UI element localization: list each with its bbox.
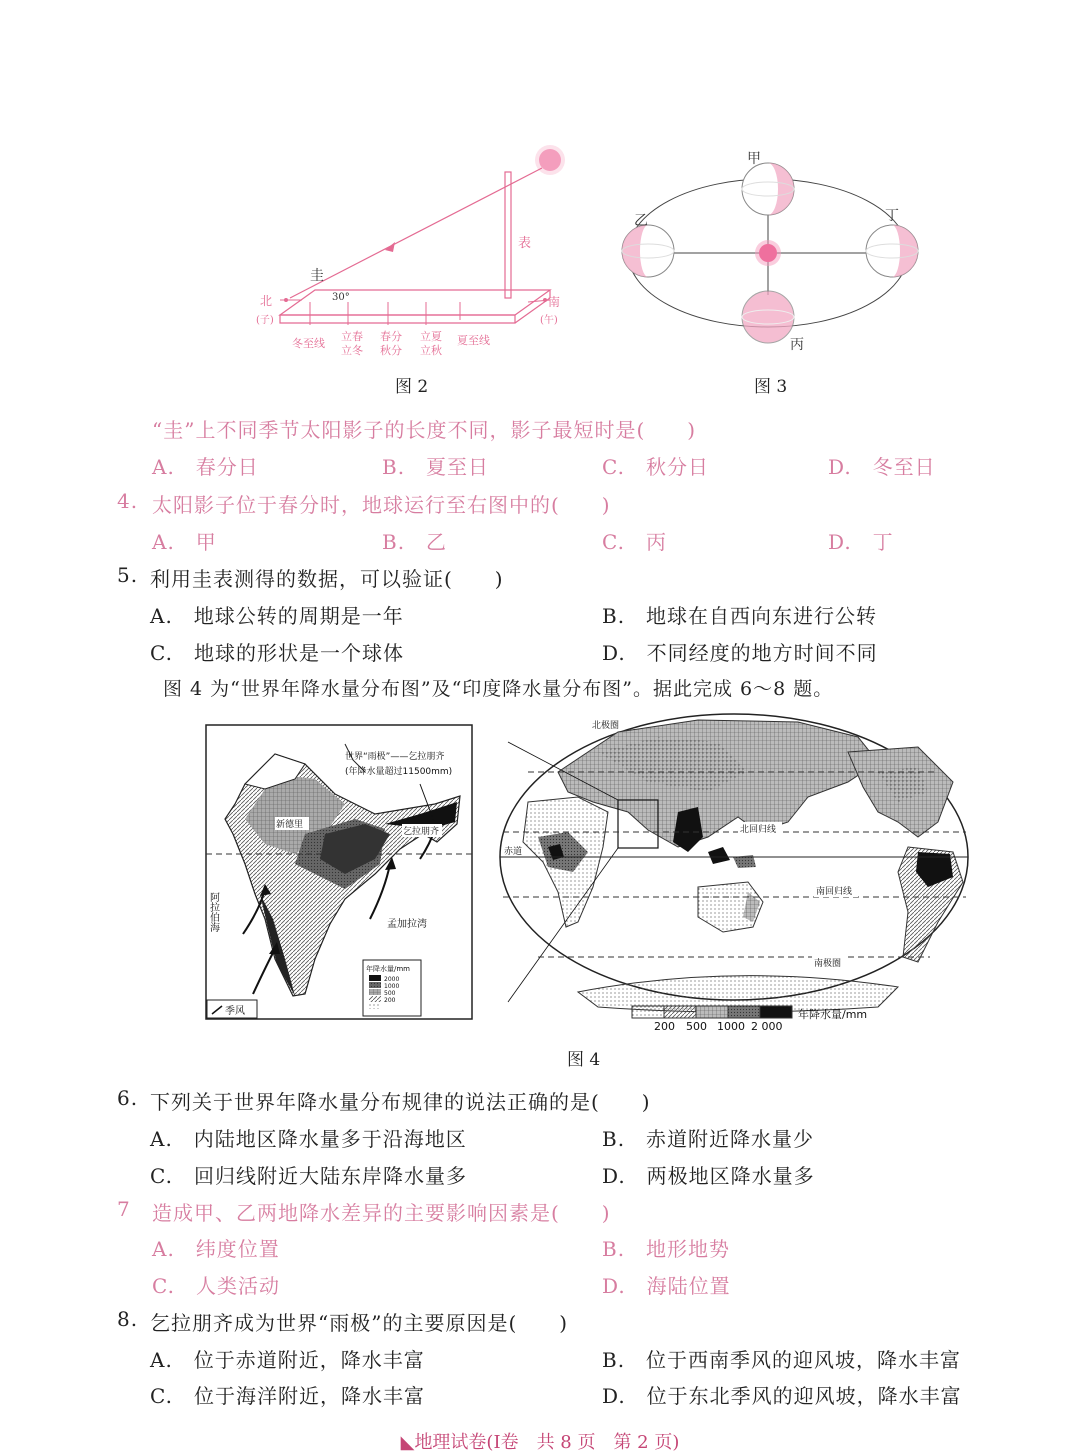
q8-number: 8.	[117, 1307, 139, 1331]
q5-option-c: C. 地球的形状是一个球体	[150, 641, 404, 665]
world-rainfall-legend	[628, 1002, 888, 1036]
q6-number: 6.	[117, 1086, 139, 1110]
world-rainfall-map	[498, 712, 974, 1028]
q7-option-b: B. 地形地势	[602, 1237, 731, 1261]
earth-ding-icon	[866, 225, 918, 277]
footer-logo-icon: ◣	[400, 1432, 415, 1453]
india-cherrapunji: 乞拉朋齐	[403, 827, 440, 837]
figure-2-gnomon	[250, 140, 580, 370]
world-arctic-circle: 北极圈	[592, 721, 620, 731]
q7-option-a: A. 纬度位置	[152, 1237, 280, 1261]
fig2-winter: 冬至线	[292, 337, 325, 350]
q3-option-c: C. 秋分日	[602, 455, 709, 479]
fig3-yi: 乙	[634, 213, 648, 229]
fig2-lichun: 立春	[341, 330, 363, 343]
fig2-angle: 30°	[332, 292, 350, 303]
q5-number: 5.	[117, 563, 139, 587]
india-rainfall-map	[205, 724, 473, 1020]
india-legend-500: 500	[384, 990, 396, 997]
q4-option-d: D. 丁	[828, 530, 894, 554]
q5-stem: 利用圭表测得的数据，可以验证( )	[150, 567, 504, 591]
world-antarctic-circle: 南极圈	[814, 959, 842, 969]
footer-text: 地理试卷(Ⅰ卷 共 8 页 第 2 页)	[414, 1432, 680, 1453]
india-legend-1000: 1000	[384, 983, 400, 990]
fig2-chunfen: 春分	[380, 330, 402, 343]
fig2-liqiu: 立秋	[420, 344, 442, 357]
fig2-gui: 圭	[310, 268, 324, 284]
q8-stem: 乞拉朋齐成为世界“雨极”的主要原因是( )	[150, 1311, 569, 1335]
q4-number: 4.	[117, 489, 139, 513]
q4-option-b: B. 乙	[382, 530, 448, 554]
fig2-biao: 表	[518, 236, 532, 251]
world-legend-1000: 1000	[717, 1020, 745, 1033]
q7-number: 7	[117, 1197, 131, 1221]
figure-2-caption: 图 2	[395, 377, 429, 397]
fig2-north-sub: (子)	[256, 315, 274, 326]
q4-option-a: A. 甲	[152, 530, 217, 554]
q4-stem: 太阳影子位于春分时，地球运行至右图中的( )	[152, 493, 611, 517]
india-monsoon-legend: 季风	[225, 1006, 245, 1017]
q6-option-c: C. 回归线附近大陆东岸降水量多	[150, 1164, 467, 1188]
world-tropic-north: 北回归线	[740, 825, 777, 835]
fig2-lixia: 立夏	[420, 330, 442, 343]
q3-stem: “圭”上不同季节太阳影子的长度不同，影子最短时是( )	[152, 418, 697, 442]
figure-4-intro: 图 4 为“世界年降水量分布图”及“印度降水量分布图”。据此完成 6～8 题。	[163, 678, 834, 700]
earth-bing-icon	[742, 291, 794, 343]
q5-option-a: A. 地球公转的周期是一年	[150, 604, 404, 628]
india-legend-2000: 2000	[384, 976, 400, 983]
q7-stem: 造成甲、乙两地降水差异的主要影响因素是( )	[152, 1201, 611, 1225]
world-tropic-south: 南回归线	[816, 887, 853, 897]
india-arabian-sea: 阿拉伯海	[207, 892, 219, 932]
q6-stem: 下列关于世界年降水量分布规律的说法正确的是( )	[150, 1090, 651, 1114]
q6-option-b: B. 赤道附近降水量少	[602, 1127, 815, 1151]
earth-yi-icon	[622, 225, 674, 277]
fig2-lidong: 立冬	[341, 344, 363, 357]
world-equator: 赤道	[504, 847, 523, 857]
fig2-summer: 夏至线	[457, 334, 490, 347]
fig2-south-sub: (午)	[540, 315, 558, 326]
india-delhi: 新德里	[276, 820, 304, 830]
fig3-jia: 甲	[747, 151, 761, 167]
fig3-ding: 丁	[885, 208, 899, 224]
q4-option-c: C. 丙	[602, 530, 667, 554]
q8-option-a: A. 位于赤道附近，降水丰富	[150, 1348, 425, 1372]
earth-jia-icon	[742, 163, 794, 215]
fig2-qiufen: 秋分	[380, 344, 402, 357]
figure-4-caption: 图 4	[567, 1050, 601, 1070]
q5-option-b: B. 地球在自西向东进行公转	[602, 604, 878, 628]
india-title-1: 世界“雨极”——乞拉朋齐	[345, 752, 445, 762]
india-legend-200: 200	[384, 997, 396, 1004]
q8-option-b: B. 位于西南季风的迎风坡，降水丰富	[602, 1348, 962, 1372]
q3-option-d: D. 冬至日	[828, 455, 936, 479]
figure-3-orbit	[610, 145, 930, 360]
q5-option-d: D. 不同经度的地方时间不同	[602, 641, 878, 665]
q7-option-c: C. 人类活动	[152, 1274, 280, 1298]
fig3-bing: 丙	[790, 337, 804, 353]
india-title-2: (年降水量超过11500mm)	[345, 767, 453, 777]
fig2-north: 北	[260, 294, 273, 308]
fig2-south: 南	[548, 295, 561, 309]
india-bay-of-bengal: 孟加拉湾	[387, 919, 427, 930]
q6-option-d: D. 两极地区降水量多	[602, 1164, 815, 1188]
q6-option-a: A. 内陆地区降水量多于沿海地区	[150, 1127, 467, 1151]
q3-option-b: B. 夏至日	[382, 455, 490, 479]
q7-option-d: D. 海陆位置	[602, 1274, 731, 1298]
q8-option-c: C. 位于海洋附近，降水丰富	[150, 1384, 425, 1408]
q8-option-d: D. 位于东北季风的迎风坡，降水丰富	[602, 1384, 962, 1408]
world-legend-2000: 2 000	[751, 1020, 783, 1033]
figure-3-caption: 图 3	[754, 377, 788, 397]
world-legend-200: 200	[654, 1020, 675, 1033]
page-footer	[0, 1428, 1080, 1454]
world-legend-unit: 年降水量/mm	[798, 1008, 868, 1021]
q3-option-a: A. 春分日	[152, 455, 259, 479]
india-legend-title: 年降水量/mm	[366, 965, 410, 973]
world-legend-500: 500	[686, 1020, 707, 1033]
